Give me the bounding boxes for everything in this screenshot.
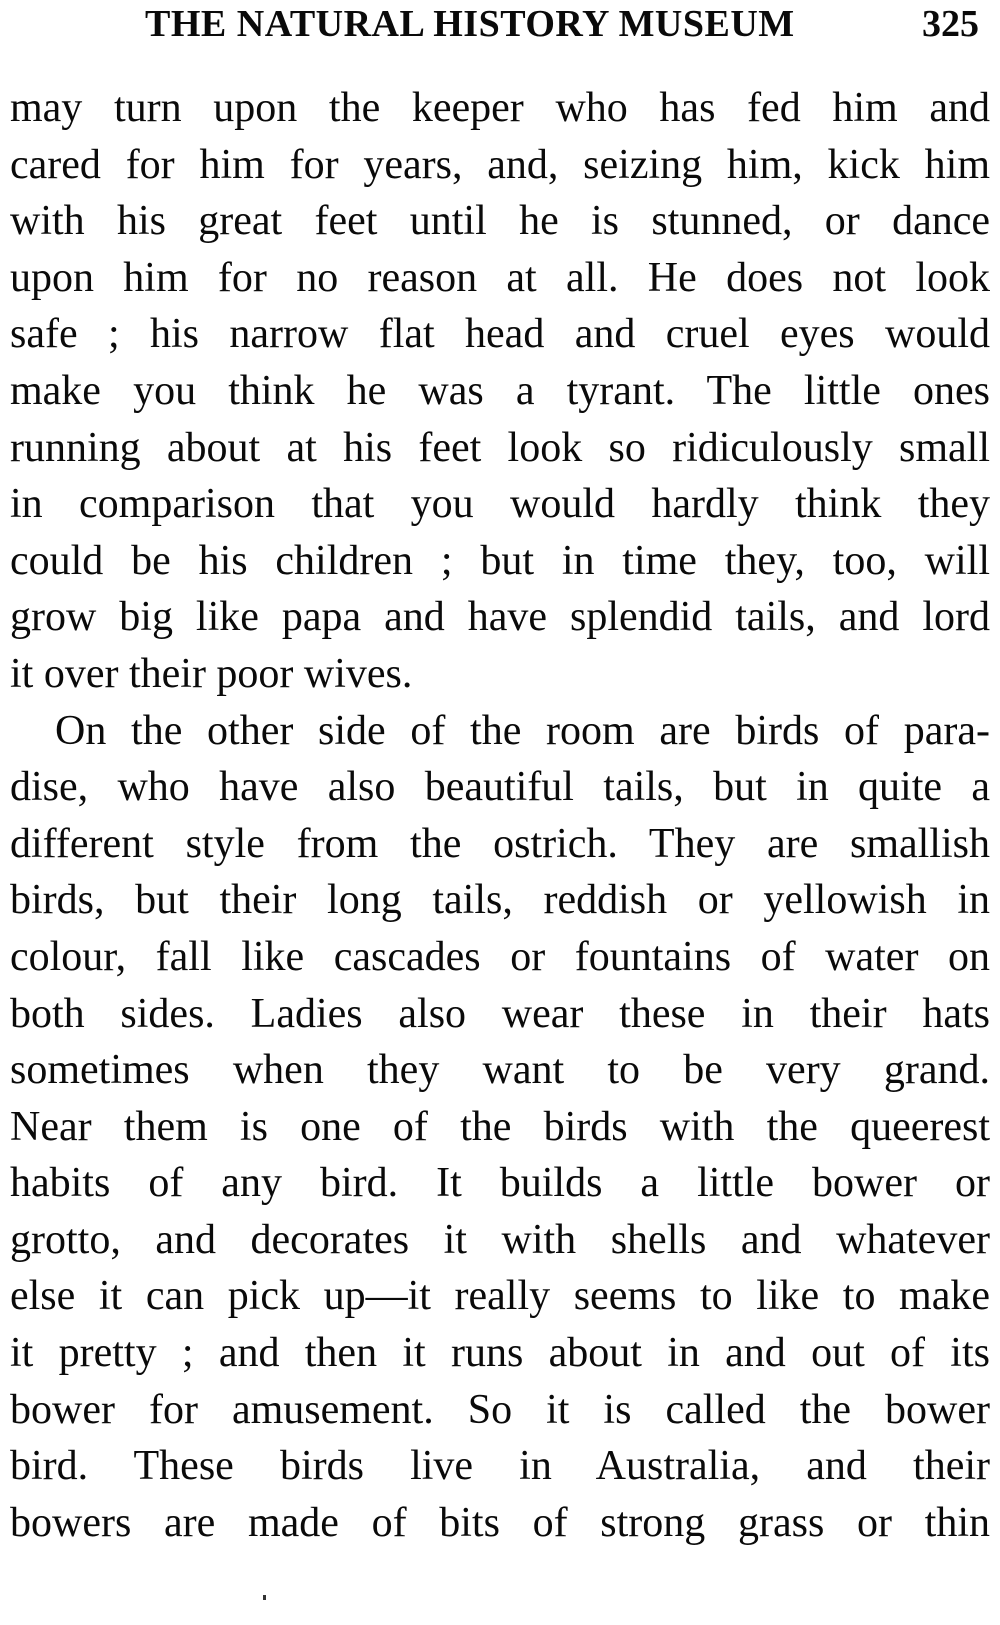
text-line: bird. These birds live in Australia, and their [10,1443,990,1490]
text-line: Near them is one of the birds with the queerest [10,1103,990,1150]
text-line: habits of any bird. It builds a little bower or [10,1160,990,1207]
text-line: birds, but their long tails, reddish or yellowish in [10,877,990,924]
text-line: it pretty ; and then it runs about in and out of its [10,1330,990,1377]
text-line: safe ; his narrow flat head and cruel eyes would [10,311,990,358]
text-line: sometimes when they want to be very grand. [10,1047,990,1094]
text-line: may turn upon the keeper who has fed him and [10,85,990,131]
print-speck [263,1595,266,1600]
text-line: cared for him for years, and, seizing him, kick him [10,141,990,188]
running-head [0,0,1000,50]
text-line: could be his children ; but in time they, too, will [10,537,990,584]
text-line: grow big like papa and have splendid tails, and lord [10,594,990,641]
text-line: bower for amusement. So it is called the bower [10,1386,990,1433]
text-line: bowers are made of bits of strong grass or thin [10,1499,990,1546]
text-line: dise, who have also beautiful tails, but in quite a [10,764,990,811]
text-line-paragraph-start: On the other side of the room are birds of para- [55,707,990,754]
text-line: upon him for no reason at all. He does not look [10,254,990,301]
text-line: grotto, and decorates it with shells and whatever [10,1216,990,1263]
text-line: both sides. Ladies also wear these in their hats [10,990,990,1037]
text-line-paragraph-end: it over their poor wives. [10,650,413,697]
text-line: in comparison that you would hardly think they [10,481,990,528]
text-line: different style from the ostrich. They are smallish [10,820,990,867]
text-line: make you think he was a tyrant. The little ones [10,367,990,414]
text-line: with his great feet until he is stunned, or dance [10,198,990,245]
page-number: 325 [922,3,979,45]
text-line: running about at his feet look so ridiculously small [10,424,990,471]
text-line: else it can pick up—it really seems to like to make [10,1273,990,1320]
running-head-title: THE NATURAL HISTORY MUSEUM [145,3,795,45]
text-line: colour, fall like cascades or fountains of water on [10,933,990,980]
body-text [10,80,990,1551]
